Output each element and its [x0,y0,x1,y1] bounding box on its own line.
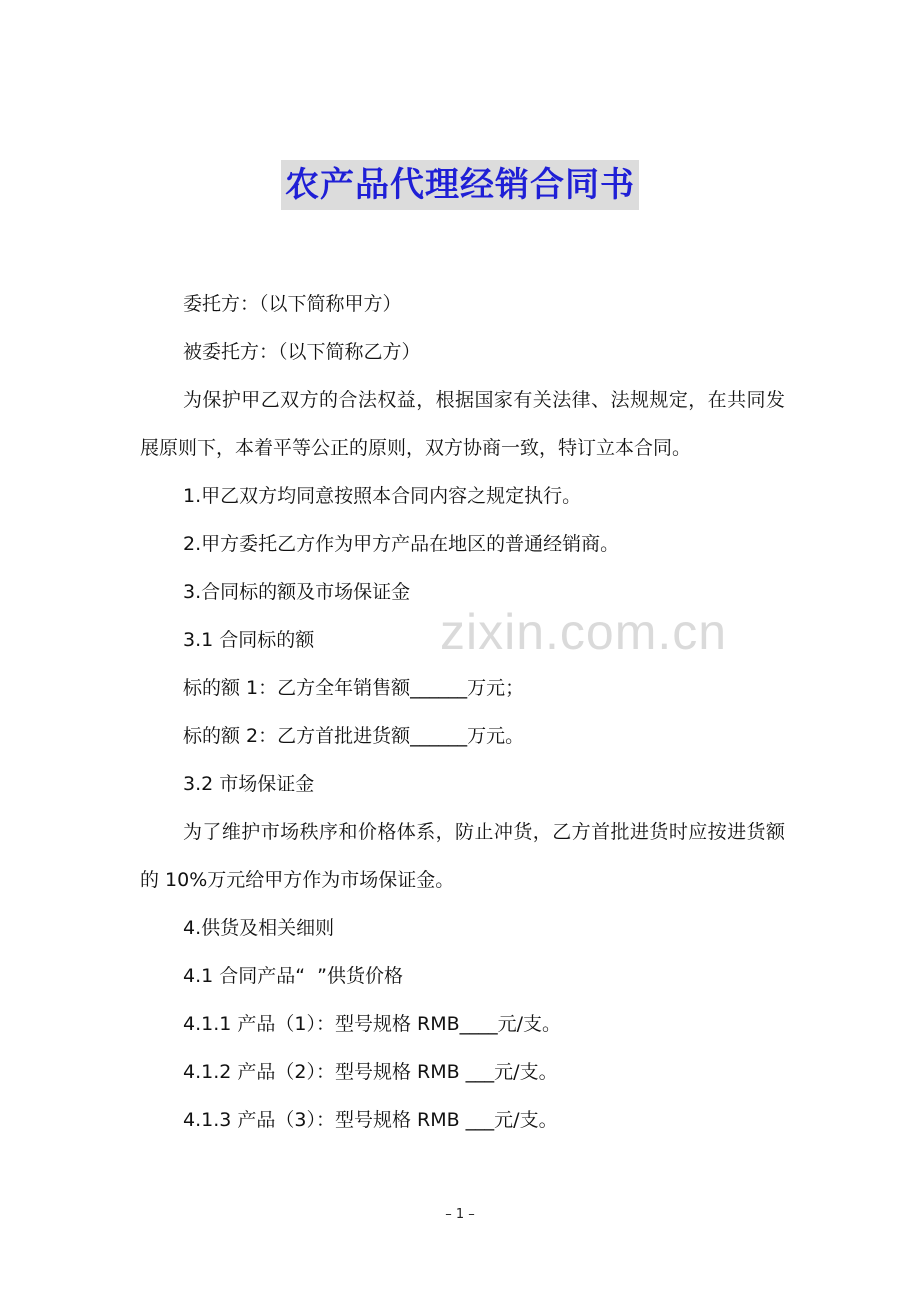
document-body [140,280,785,1144]
paragraph-clause-4: 4.供货及相关细则 [183,917,335,939]
page-number: – 1 – [445,1207,475,1222]
paragraph-target-1: 标的额 1：乙方全年销售额______万元； [183,677,525,699]
paragraph-clause-3: 3.合同标的额及市场保证金 [183,581,411,603]
paragraph-client: 委托方：（以下简称甲方） [183,293,402,315]
paragraph-clause-3-2: 3.2 市场保证金 [183,773,315,795]
paragraph-preamble: 为保护甲乙双方的合法权益，根据国家有关法律、法规规定，在共同发展原则下，本着平等公正的原则，双方协商一致，特订立本合同。 [140,389,785,459]
title-container [0,160,920,210]
paragraph-target-2: 标的额 2：乙方首批进货额______万元。 [183,725,525,747]
watermark: zixin.com.cn [440,604,728,660]
paragraph-clause-3-1: 3.1 合同标的额 [183,629,315,651]
paragraph-clause-4-1: 4.1 合同产品“ ”供货价格 [183,965,404,987]
paragraph-clause-1: 1.甲乙双方均同意按照本合同内容之规定执行。 [183,485,582,507]
paragraph-product-2: 4.1.2 产品（2）：型号规格 RMB ___元/支。 [183,1061,558,1083]
paragraph-product-1: 4.1.1 产品（1）：型号规格 RMB____元/支。 [183,1013,562,1035]
paragraph-product-3: 4.1.3 产品（3）：型号规格 RMB ___元/支。 [183,1109,558,1131]
document-title: 农产品代理经销合同书 [281,160,639,210]
paragraph-agent: 被委托方：（以下简称乙方） [183,341,421,363]
paragraph-clause-2: 2.甲方委托乙方作为甲方产品在地区的普通经销商。 [183,533,620,555]
paragraph-deposit: 为了维护市场秩序和价格体系，防止冲货，乙方首批进货时应按进货额的 10%万元给甲方作为市场保证金。 [140,821,785,891]
